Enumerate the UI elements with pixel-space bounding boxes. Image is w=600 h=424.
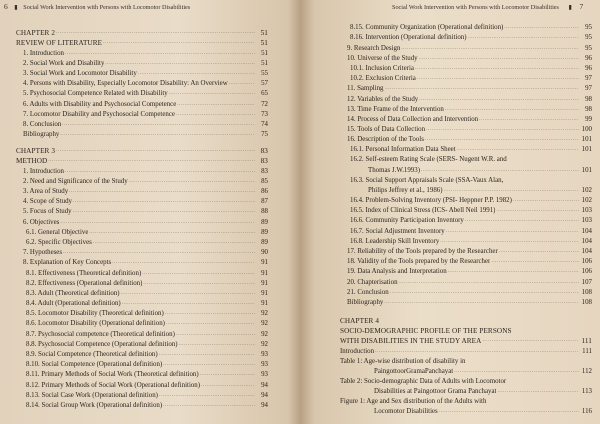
toc-entry-title: 7. Locomotor Disability and Psychosocial Competence bbox=[23, 110, 175, 118]
toc-entry-title: 7. Hypotheses bbox=[23, 249, 63, 257]
toc-entry-page: 104 bbox=[581, 227, 592, 235]
toc-entry-page: 95 bbox=[585, 24, 592, 32]
leader-dots bbox=[138, 69, 255, 79]
header-bar-icon: ▮ bbox=[14, 4, 18, 11]
toc-entry[interactable] bbox=[340, 267, 592, 277]
toc-entry-page: 99 bbox=[585, 115, 592, 123]
leader-dots bbox=[89, 228, 255, 238]
leader-dots bbox=[129, 177, 255, 187]
toc-entry-page: 92 bbox=[261, 310, 268, 318]
toc-entry-page: 104 bbox=[581, 237, 592, 245]
leader-dots bbox=[399, 278, 579, 288]
toc-entry-page: 108 bbox=[581, 288, 592, 296]
toc-entry[interactable] bbox=[340, 237, 592, 247]
toc-entry-title: 8.13. Social Case Work (Operational definition) bbox=[26, 391, 158, 399]
toc-entry[interactable] bbox=[16, 99, 268, 109]
toc-entry-page: 97 bbox=[585, 85, 592, 93]
leader-dots bbox=[179, 340, 255, 350]
leader-dots bbox=[169, 89, 255, 99]
toc-entry-title: 8.6. Locomotor Disability (Operational definition) bbox=[26, 320, 165, 328]
toc-entry[interactable] bbox=[340, 74, 592, 84]
toc-entry-title: 10. Universe of the Study bbox=[347, 54, 418, 62]
leader-dots bbox=[384, 298, 579, 308]
toc-entry[interactable] bbox=[340, 196, 592, 206]
leader-dots bbox=[479, 115, 579, 125]
toc-entry[interactable] bbox=[16, 309, 268, 319]
toc-entry-title: 2. Need and Significance of the Study bbox=[23, 177, 128, 185]
toc-entry-page: 74 bbox=[261, 120, 268, 128]
toc-entry-page: 85 bbox=[261, 177, 268, 185]
toc-entry-title: 16.1. Personal Information Data Sheet bbox=[350, 146, 456, 154]
toc-entry-title: 8.14. Social Group Work (Operational definition) bbox=[26, 401, 163, 409]
toc-entry[interactable] bbox=[16, 48, 268, 58]
leader-dots bbox=[445, 105, 579, 115]
toc-entry-title: Bibliography bbox=[23, 131, 60, 139]
leader-dots bbox=[159, 391, 255, 401]
toc-entry-title: 6. Objectives bbox=[23, 218, 60, 226]
toc-entry-page: 89 bbox=[261, 218, 268, 226]
toc-entry-title: 8.3. Adult (Theoretical definition) bbox=[26, 289, 120, 297]
toc-entry-page: 97 bbox=[585, 75, 592, 83]
toc-entry[interactable] bbox=[340, 115, 592, 125]
toc-entry-page: 98 bbox=[585, 95, 592, 103]
toc-entry-title: 1. Introduction bbox=[23, 167, 64, 175]
toc-entry-page: 89 bbox=[261, 238, 268, 246]
leader-dots bbox=[142, 269, 255, 279]
toc-entry[interactable] bbox=[16, 340, 268, 350]
leader-dots bbox=[504, 23, 579, 33]
toc-entry-title: 8. Explanation of Key Concepts bbox=[23, 259, 112, 267]
toc-entry[interactable] bbox=[16, 166, 268, 176]
leader-dots bbox=[163, 360, 255, 370]
toc-entry-page: 91 bbox=[261, 289, 268, 297]
right-page bbox=[300, 0, 600, 424]
leader-dots bbox=[419, 54, 579, 64]
toc-entry-page: 100 bbox=[581, 126, 592, 134]
toc-entry[interactable] bbox=[340, 105, 592, 115]
toc-entry[interactable] bbox=[340, 94, 592, 104]
leader-dots bbox=[417, 74, 579, 84]
toc-entry-title: 6.2. Specific Objectives bbox=[26, 238, 92, 246]
toc-entry-page: 88 bbox=[261, 208, 268, 216]
toc-entry-title: 18. Validity of the Tools prepared by the Researcher bbox=[347, 258, 491, 266]
leader-dots bbox=[440, 237, 579, 247]
toc-entry-title: 16.6. Community Participation Inventory bbox=[350, 217, 464, 225]
leader-dots bbox=[63, 248, 255, 258]
leader-dots bbox=[415, 64, 579, 74]
toc-entry-title: 12. Variables of the Study bbox=[347, 95, 419, 103]
leader-dots bbox=[468, 33, 579, 43]
toc-entry[interactable] bbox=[340, 226, 592, 236]
leader-dots bbox=[165, 309, 255, 319]
toc-entry[interactable] bbox=[340, 43, 592, 53]
leader-dots bbox=[401, 44, 579, 54]
leader-dots bbox=[385, 84, 580, 94]
toc-entry[interactable] bbox=[340, 206, 592, 216]
leader-dots bbox=[166, 319, 255, 329]
toc-entry-page: 90 bbox=[261, 249, 268, 257]
toc-entry-page: 57 bbox=[261, 80, 268, 88]
right-running-head: Social Work Intervention with Persons with Locomotor Disabilities bbox=[392, 4, 559, 11]
toc-entry[interactable] bbox=[16, 319, 268, 329]
toc-entry-page: 93 bbox=[261, 351, 268, 358]
toc-entry-page: 93 bbox=[261, 361, 268, 369]
leader-dots bbox=[73, 197, 255, 207]
toc-entry-page: 106 bbox=[581, 268, 592, 276]
toc-entry-page: 106 bbox=[581, 258, 592, 266]
toc-entry-page: 83 bbox=[261, 167, 268, 175]
toc-entry-title: 15. Tools of Data Collection bbox=[347, 126, 426, 134]
toc-entry-page: 72 bbox=[261, 100, 268, 108]
leader-dots bbox=[419, 95, 579, 105]
toc-entry-page: 103 bbox=[581, 217, 592, 225]
leader-dots bbox=[426, 125, 579, 135]
toc-entry[interactable] bbox=[16, 207, 268, 217]
left-page-number: 6 bbox=[4, 2, 8, 11]
leader-dots bbox=[122, 299, 255, 309]
leader-dots bbox=[513, 196, 579, 206]
toc-entry-page: 65 bbox=[261, 90, 268, 98]
toc-entry[interactable] bbox=[16, 380, 268, 390]
toc-entry-title: 8.10. Social Competence (Operational definition) bbox=[26, 361, 163, 369]
leader-dots bbox=[159, 350, 255, 360]
toc-entry-title: 8.8. Psychosocial Competence (Operational definition) bbox=[26, 340, 178, 348]
toc-entry[interactable] bbox=[340, 84, 592, 94]
chapter-2-entries bbox=[16, 48, 268, 140]
toc-entry[interactable] bbox=[16, 258, 268, 268]
toc-entry-title: 21. Conclusion bbox=[347, 288, 389, 296]
toc-entry-title: 8. Conclusion bbox=[23, 120, 62, 128]
toc-entry-title: 8.11. Primary Methods of Social Work (Theoretical definition) bbox=[26, 371, 199, 379]
toc-entry-title: 8.9. Social Competence (Theoretical definition) bbox=[26, 351, 158, 358]
toc-entry-page: 91 bbox=[261, 300, 268, 308]
toc-entry-title: 5. Psychosocial Competence Related with Disability bbox=[23, 90, 168, 98]
toc-entry-page: 108 bbox=[581, 298, 592, 306]
toc-entry-title: 8.5. Locomotor Disability (Theoretical definition) bbox=[26, 310, 164, 318]
toc-entry-page: 92 bbox=[261, 320, 268, 328]
left-running-header bbox=[4, 2, 190, 11]
toc-entry-title: 16. Description of the Tools bbox=[347, 136, 424, 144]
toc-entry[interactable] bbox=[16, 79, 268, 89]
toc-entry[interactable] bbox=[340, 54, 592, 64]
toc-entry-title: 19. Data Analysis and Interpretation bbox=[347, 268, 447, 276]
toc-entry-title: 16.7. Social Adjustment Inventory bbox=[350, 227, 445, 235]
leader-dots bbox=[93, 238, 255, 248]
toc-entry-title: 5. Focus of Study bbox=[23, 208, 72, 216]
chapter-3-entries-end bbox=[340, 196, 592, 308]
toc-entry[interactable] bbox=[340, 216, 592, 226]
toc-entry[interactable] bbox=[340, 23, 592, 33]
chapter-3-label[interactable]: CHAPTER 3 ..... 83 bbox=[16, 146, 268, 156]
leader-dots bbox=[448, 267, 579, 277]
leader-dots bbox=[112, 258, 255, 268]
toc-entry-page: 86 bbox=[261, 188, 268, 195]
leader-dots bbox=[65, 49, 255, 59]
toc-entry-page: 94 bbox=[261, 401, 268, 409]
chapter-3-entries bbox=[16, 166, 268, 411]
toc-entry[interactable] bbox=[16, 217, 268, 227]
toc-entry-page: 55 bbox=[261, 69, 268, 77]
leader-dots bbox=[446, 227, 579, 237]
toc-entry[interactable] bbox=[340, 64, 592, 74]
chapter-4-title-line2[interactable]: WITH DISABILITIES IN THE STUDY AREA ..... 111 bbox=[340, 336, 592, 346]
toc-entry-title: 10.2. Exclusion Criteria bbox=[350, 75, 416, 83]
toc-entry-page: 94 bbox=[261, 381, 268, 389]
right-page-number: 7 bbox=[579, 2, 584, 11]
toc-entry-page: 91 bbox=[261, 259, 268, 267]
toc-entry-page: 94 bbox=[261, 391, 268, 399]
toc-entry[interactable] bbox=[16, 370, 268, 380]
leader-dots bbox=[176, 330, 255, 340]
toc-entry[interactable] bbox=[16, 228, 268, 238]
toc-entry[interactable] bbox=[16, 329, 268, 339]
toc-entry-title: 2. Social Work and Disability bbox=[23, 59, 105, 67]
leader-dots bbox=[176, 110, 255, 120]
toc-entry-page: 102 bbox=[581, 197, 592, 204]
leader-dots bbox=[496, 206, 579, 216]
leader-dots bbox=[163, 401, 255, 411]
toc-entry-page: 51 bbox=[261, 49, 268, 57]
toc-entry-page: 95 bbox=[585, 34, 592, 42]
toc-entry-title: Bibliography bbox=[347, 298, 384, 306]
toc-entry[interactable] bbox=[16, 130, 268, 140]
toc-entry[interactable] bbox=[340, 135, 592, 145]
toc-entry-title: 1. Introduction bbox=[23, 49, 64, 57]
leader-dots bbox=[177, 100, 255, 110]
toc-entry-title: 8.7. Psychosocial competence (Theoretical definition) bbox=[26, 330, 175, 338]
leader-dots bbox=[499, 247, 579, 257]
toc-entry[interactable] bbox=[16, 110, 268, 120]
leader-dots bbox=[143, 279, 255, 289]
toc-entry[interactable] bbox=[16, 350, 268, 360]
leader-dots bbox=[229, 79, 255, 89]
toc-entry[interactable] bbox=[340, 288, 592, 298]
toc-entry[interactable] bbox=[340, 277, 592, 287]
header-bar-icon: ▮ bbox=[568, 4, 572, 11]
toc-entry-title: 3. Social Work and Locomotor Disability bbox=[23, 69, 137, 77]
leader-dots bbox=[65, 167, 255, 177]
toc-entry[interactable] bbox=[16, 289, 268, 299]
leader-dots bbox=[457, 145, 579, 155]
toc-entry-page: 96 bbox=[585, 64, 592, 72]
toc-entry-title: 8.2. Effectiveness (Operational definition) bbox=[26, 279, 143, 287]
toc-entry-title: 8.16. Intervention (Operational definition) bbox=[350, 34, 467, 42]
toc-entry-title: 14. Process of Data Collection and Intervention bbox=[347, 115, 479, 123]
chapter-2-title[interactable]: REVIEW OF LITERATURE ..... 51 bbox=[16, 38, 268, 48]
toc-entry-page: 101 bbox=[581, 146, 592, 154]
toc-entry[interactable] bbox=[16, 120, 268, 130]
toc-entry-title: 11. Sampling bbox=[347, 85, 384, 93]
toc-entry-page: 75 bbox=[261, 131, 268, 139]
toc-entry-page: 98 bbox=[585, 105, 592, 113]
leader-dots bbox=[465, 216, 579, 226]
leader-dots bbox=[425, 135, 579, 145]
toc-entry[interactable] bbox=[16, 401, 268, 411]
toc-entry[interactable] bbox=[16, 299, 268, 309]
chapter-4-title-line1[interactable]: SOCIO-DEMOGRAPHIC PROFILE OF THE PERSONS bbox=[340, 327, 512, 336]
toc-entry-page: 93 bbox=[261, 371, 268, 379]
leader-dots bbox=[200, 370, 255, 380]
leader-dots bbox=[62, 120, 255, 130]
toc-entry-title: 9. Research Design bbox=[347, 44, 401, 52]
toc-entry[interactable] bbox=[340, 257, 592, 267]
toc-entry[interactable] bbox=[340, 145, 592, 155]
toc-entry-page: 91 bbox=[261, 269, 268, 277]
toc-entry-page: 92 bbox=[261, 330, 268, 338]
chapter-4-label[interactable]: CHAPTER 4 bbox=[340, 316, 380, 325]
toc-entry-title: 4. Scope of Study bbox=[23, 198, 72, 206]
toc-entry-title: 8.4. Adult (Operational definition) bbox=[26, 300, 121, 308]
chapter-3-entries-continued bbox=[340, 23, 592, 155]
leader-dots bbox=[121, 289, 255, 299]
toc-table-1[interactable]: Table 1: Age-wise distribution of disability in PaingottoorGramaPanchayat ..... 112 bbox=[340, 357, 592, 377]
toc-entry[interactable] bbox=[340, 298, 592, 308]
chapter-3-title[interactable]: METHOD ..... 83 bbox=[16, 156, 268, 166]
toc-entry-title: 6.1. General Objective bbox=[26, 228, 89, 236]
toc-entry-title: 6. Adults with Disability and Psychosocial Competence bbox=[23, 100, 177, 108]
toc-entry-title: 8.12. Primary Methods of Social Work (Operational definition) bbox=[26, 381, 201, 389]
toc-entry-page: 87 bbox=[261, 198, 268, 206]
toc-entry-title: 3. Area of Study bbox=[23, 188, 69, 195]
toc-entry[interactable] bbox=[16, 391, 268, 401]
toc-figure-1[interactable]: Figure 1: Age and Sex distribution of the Adults with Locomotor Disabilities ..... 116 bbox=[340, 397, 592, 417]
left-running-head: Social Work Intervention with Persons with Locomotor Disabilities bbox=[23, 4, 191, 11]
toc-entry-page: 73 bbox=[261, 110, 268, 118]
right-toc bbox=[340, 2, 592, 417]
toc-entry-page: 51 bbox=[261, 59, 268, 67]
toc-entry-page: 96 bbox=[585, 54, 592, 62]
toc-table-2[interactable]: Table 2: Socio-demographic Data of Adults with Locomotor Disabilities at Paingottoor Grama Panchayat ..... 113 bbox=[340, 377, 592, 397]
leader-dots bbox=[201, 381, 255, 391]
toc-entry[interactable] bbox=[16, 177, 268, 187]
left-toc bbox=[16, 28, 268, 411]
toc-entry-title: 8.15. Community Organization (Operational definition) bbox=[350, 24, 504, 32]
toc-entry-page: 92 bbox=[261, 340, 268, 348]
toc-entry-title: 16.5. Index of Clinical Stress (ICS- Abell Neil 1991) bbox=[350, 207, 496, 215]
toc-entry-title: 17. Reliability of the Tools prepared by the Researcher bbox=[347, 247, 498, 255]
toc-entry-page: 89 bbox=[261, 228, 268, 236]
toc-entry-title: 4. Persons with Disability, Especially Locomotor Disability: An Overview bbox=[23, 80, 228, 88]
leader-dots bbox=[105, 59, 255, 69]
toc-entry[interactable] bbox=[16, 279, 268, 289]
toc-entry-title: 10.1. Inclusion Criteria bbox=[350, 64, 414, 72]
leader-dots bbox=[390, 288, 579, 298]
toc-entry[interactable] bbox=[16, 248, 268, 258]
toc-entry[interactable] bbox=[16, 238, 268, 248]
toc-entry-title: 16.8. Leadership Skill Inventory bbox=[350, 237, 440, 245]
toc-entry-page: 101 bbox=[581, 136, 592, 144]
toc-entry-page: 107 bbox=[581, 278, 592, 286]
toc-entry-16-2[interactable]: 16.2. Self-esteem Rating Scale (SERS- Nugent W.R. and Thomas J.W.1993) ..... 101 bbox=[340, 155, 592, 175]
toc-entry-page: 91 bbox=[261, 279, 268, 287]
toc-entry[interactable] bbox=[16, 268, 268, 278]
toc-entry-title: 8.1. Effectiveness (Theoretical definition) bbox=[26, 269, 142, 277]
toc-entry[interactable] bbox=[16, 59, 268, 69]
toc-entry[interactable] bbox=[16, 360, 268, 370]
toc-entry[interactable] bbox=[340, 125, 592, 135]
toc-entry-title: 16.4. Problem-Solving Inventory (PSI- Heppner P.P. 1982) bbox=[350, 197, 512, 204]
toc-entry[interactable] bbox=[340, 247, 592, 257]
toc-entry[interactable] bbox=[16, 69, 268, 79]
leader-dots bbox=[69, 187, 255, 197]
leader-dots bbox=[491, 257, 579, 267]
toc-entry[interactable] bbox=[16, 187, 268, 197]
leader-dots bbox=[60, 130, 255, 140]
toc-entry-title: 20. Chapterisation bbox=[347, 278, 398, 286]
toc-entry-introduction[interactable]: Introduction ..... 111 bbox=[340, 346, 592, 356]
leader-dots bbox=[73, 207, 255, 217]
toc-entry-page: 103 bbox=[581, 207, 592, 215]
toc-entry-title: 13. Time Frame of the Intervention bbox=[347, 105, 444, 113]
chapter-2-label[interactable]: CHAPTER 2 ..... 51 bbox=[16, 28, 268, 38]
toc-entry-16-3[interactable]: 16.3. Social Support Appraisals Scale (SSA-Vaux Alan, Philips Jeffrey et al., 1986) ..... 102 bbox=[340, 176, 592, 196]
toc-entry-page: 104 bbox=[581, 247, 592, 255]
toc-entry[interactable] bbox=[16, 89, 268, 99]
toc-entry[interactable] bbox=[16, 197, 268, 207]
leader-dots bbox=[60, 218, 255, 228]
toc-entry[interactable] bbox=[340, 33, 592, 43]
toc-entry-page: 95 bbox=[585, 44, 592, 52]
